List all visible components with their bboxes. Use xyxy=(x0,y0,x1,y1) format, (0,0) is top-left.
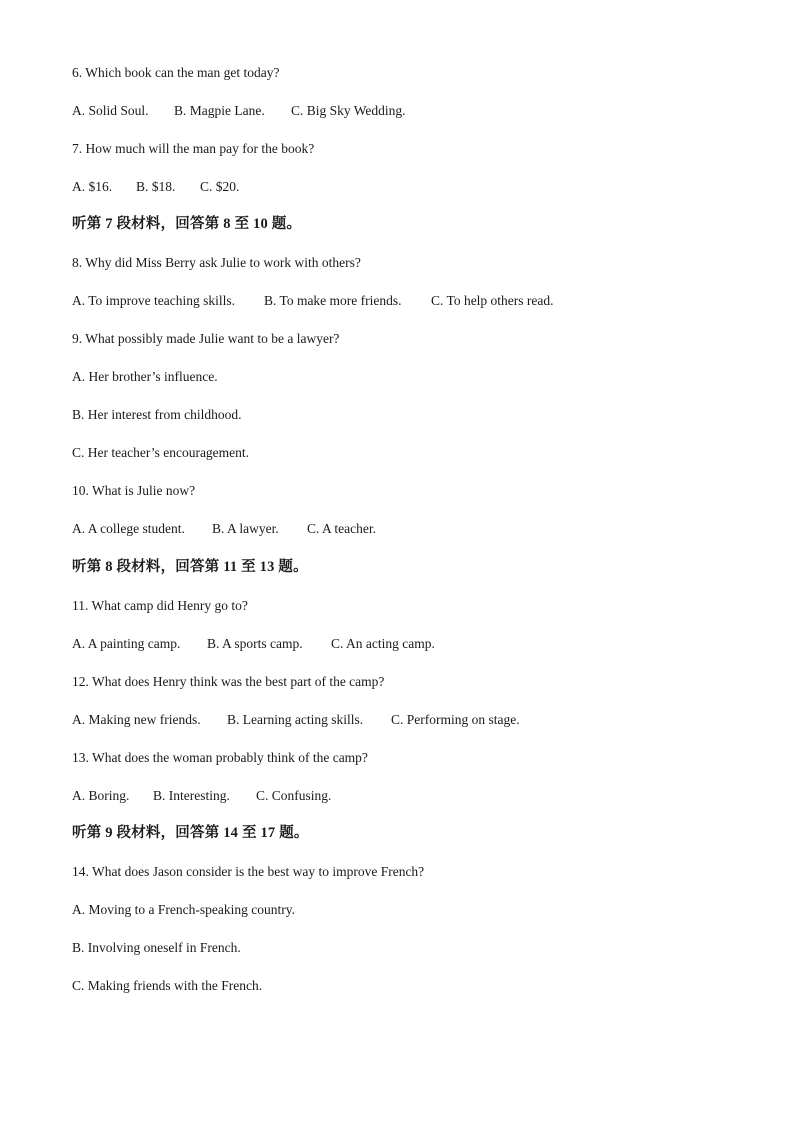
option-a: A. A painting camp. xyxy=(72,636,181,651)
question-8-options xyxy=(72,292,554,310)
option-c: C. Big Sky Wedding. xyxy=(291,103,406,118)
option-a: A. Making new friends. xyxy=(72,712,201,727)
question-12-options xyxy=(72,711,520,729)
question-7-options xyxy=(72,178,239,196)
option-b: B. Her interest from childhood. xyxy=(72,407,242,422)
option-b: B. $18. xyxy=(136,179,176,194)
option-c: C. Performing on stage. xyxy=(391,712,520,727)
option-b: B. To make more friends. xyxy=(264,293,402,308)
option-b: B. A lawyer. xyxy=(212,521,279,536)
option-a: A. To improve teaching skills. xyxy=(72,293,236,308)
section-heading-9: 听第 9 段材料，回答第 14 至 17 题。 xyxy=(72,825,309,841)
question-8: 8. Why did Miss Berry ask Julie to work with others? xyxy=(72,255,361,270)
option-a: A. A college student. xyxy=(72,521,185,536)
option-b: B. Learning acting skills. xyxy=(227,712,364,727)
option-c: C. A teacher. xyxy=(307,521,376,536)
option-b: B. Magpie Lane. xyxy=(174,103,265,118)
option-b: B. Interesting. xyxy=(153,788,230,803)
option-c: C. An acting camp. xyxy=(331,636,435,651)
question-11-options xyxy=(72,635,435,653)
question-10: 10. What is Julie now? xyxy=(72,483,196,498)
option-a: A. $16. xyxy=(72,179,113,194)
option-c: C. Her teacher’s encouragement. xyxy=(72,445,250,460)
option-a: A. Moving to a French-speaking country. xyxy=(72,902,295,917)
option-c: C. Confusing. xyxy=(256,788,332,803)
question-7: 7. How much will the man pay for the book? xyxy=(72,141,315,156)
question-13: 13. What does the woman probably think of the camp? xyxy=(72,750,368,765)
option-c: C. $20. xyxy=(200,179,240,194)
option-c: C. Making friends with the French. xyxy=(72,978,263,993)
option-a: A. Her brother’s influence. xyxy=(72,369,218,384)
section-heading-8: 听第 8 段材料，回答第 11 至 13 题。 xyxy=(72,559,308,575)
question-6: 6. Which book can the man get today? xyxy=(72,65,280,80)
option-b: B. A sports camp. xyxy=(207,636,303,651)
question-10-options xyxy=(72,520,376,538)
section-heading-7: 听第 7 段材料，回答第 8 至 10 题。 xyxy=(72,216,302,232)
option-c: C. To help others read. xyxy=(431,293,554,308)
question-9: 9. What possibly made Julie want to be a lawyer? xyxy=(72,331,340,346)
question-11: 11. What camp did Henry go to? xyxy=(72,598,248,613)
option-b: B. Involving oneself in French. xyxy=(72,940,241,955)
option-a: A. Solid Soul. xyxy=(72,103,149,118)
question-13-options xyxy=(72,787,331,805)
question-14: 14. What does Jason consider is the best way to improve French? xyxy=(72,864,425,879)
question-12: 12. What does Henry think was the best part of the camp? xyxy=(72,674,385,689)
option-a: A. Boring. xyxy=(72,788,130,803)
question-6-options xyxy=(72,102,406,120)
